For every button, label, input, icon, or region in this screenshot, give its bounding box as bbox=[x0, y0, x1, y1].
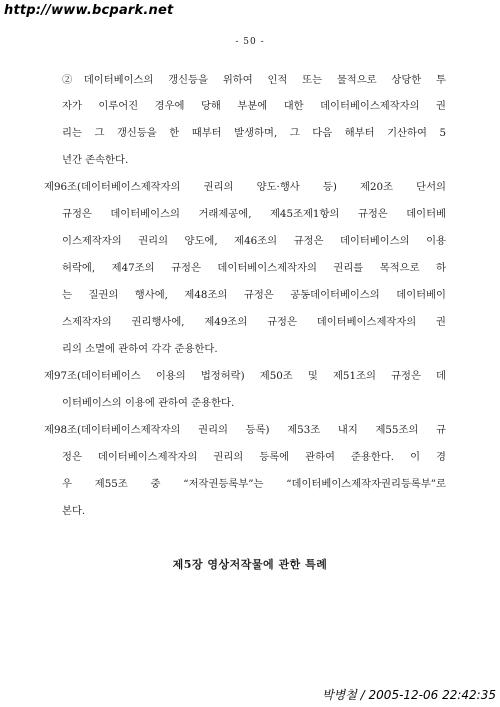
body-line: 년간 존속한다. bbox=[62, 154, 129, 166]
article-line: 제97조(데이터베이스 이용의 법정허락) 제50조 및 제51조의 규정은 데 bbox=[44, 370, 446, 382]
body-line: 허락에, 제47조의 규정은 데이터베이스제작자의 권리를 목적으로 하 bbox=[62, 262, 446, 274]
body-line: 는 질권의 행사에, 제48조의 규정은 공동데이터베이스의 데이터베이 bbox=[62, 289, 446, 301]
body-line: 리의 소멸에 관하여 각각 준용한다. bbox=[62, 343, 218, 355]
article-line: 제96조(데이터베이스제작자의 권리의 양도·행사 등) 제20조 단서의 bbox=[44, 181, 446, 193]
author-timestamp-watermark: 박병철 / 2005-12-06 22:42:35 bbox=[322, 688, 496, 702]
body-line: 우 제55조 중 “저작권등록부”는 “데이터베이스제작자권리등록부”로 bbox=[62, 478, 446, 490]
body-line: 정은 데이터베이스제작자의 권리의 등록에 관하여 준용한다. 이 경 bbox=[62, 451, 446, 463]
body-line: 규정은 데이터베이스의 거래제공에, 제45조제1항의 규정은 데이터베 bbox=[62, 208, 446, 220]
site-watermark: http://www.bcpark.net bbox=[4, 3, 174, 18]
body-line: 자가 이루어진 경우에 당해 부분에 대한 데이터베이스제작자의 권 bbox=[62, 100, 446, 112]
body-line: 스제작자의 권리행사에, 제49조의 규정은 데이터베이스제작자의 권 bbox=[62, 316, 446, 328]
body-line: ②데이터베이스의 갱신등을 위하여 인적 또는 물적으로 상당한 투 bbox=[62, 74, 446, 86]
page-number: - 50 - bbox=[235, 37, 265, 47]
article-line: 제98조(데이터베이스제작자의 권리의 등록) 제53조 내지 제55조의 규 bbox=[44, 424, 446, 436]
body-line: 이스제작자의 권리의 양도에, 제46조의 규정은 데이터베이스의 이용 bbox=[62, 235, 446, 247]
chapter-title: 제5장 영상저작물에 관한 특례 bbox=[172, 558, 328, 571]
body-line: 리는 그 갱신등을 한 때부터 발생하며, 그 다음 해부터 기산하여 5 bbox=[62, 127, 446, 139]
body-line: 본다. bbox=[62, 505, 86, 517]
body-line: 이터베이스의 이용에 관하여 준용한다. bbox=[62, 397, 235, 409]
